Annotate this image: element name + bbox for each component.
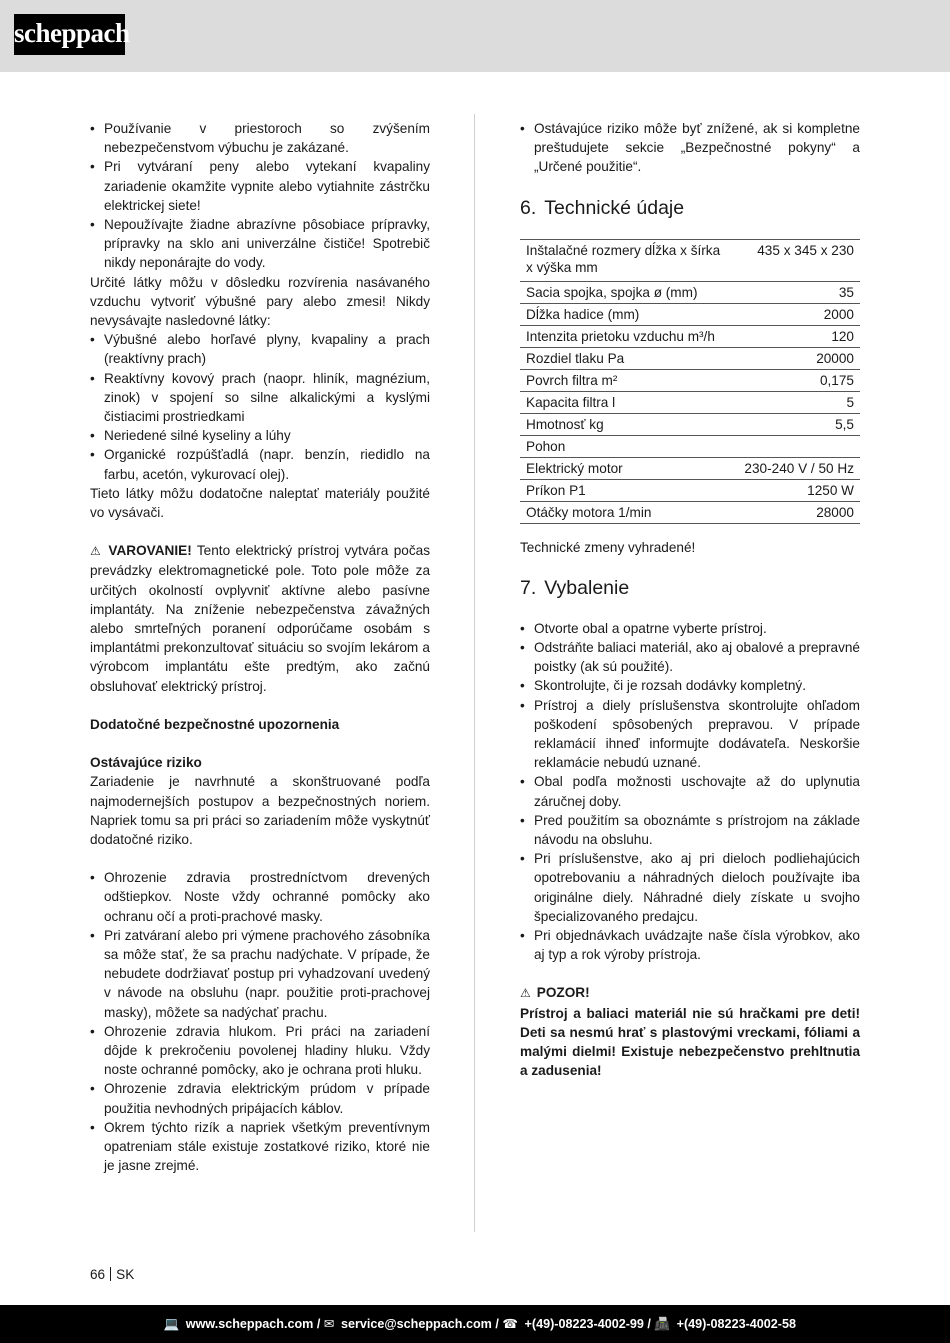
list-item: • Obal podľa možnosti uschovajte až do uplynutia záručnej doby. (520, 772, 860, 810)
list-item: • Ohrozenie zdravia hlukom. Pri práci na zariadení dôjde k prekročeniu povolenej hladiny hluku. Vždy noste ochranné pomôcky, ako je ochrana proti hluku. (90, 1022, 430, 1080)
spec-value: 5,5 (730, 413, 860, 435)
list-item: • Odstráňte baliaci materiál, ako aj obalové a prepravné poistky (ak sú použité). (520, 638, 860, 676)
section-heading: Dodatočné bezpečnostné upozornenia (90, 716, 340, 732)
spec-label: Intenzita prietoku vzduchu m³/h (520, 325, 730, 347)
right-column (520, 119, 860, 1080)
tech-note: Technické zmeny vyhradené! (520, 539, 696, 555)
spec-label: Príkon P1 (520, 479, 730, 501)
sub-heading: Ostávajúce riziko (90, 755, 202, 771)
list-item: • Prístroj a diely príslušenstva skontrolujte ohľadom poškodení spôsobených prepravou. V prípade reklamácií ihneď informujte dodávateľa. Neskoršie reklamácie nebudú uznané. (520, 696, 860, 773)
computer-icon: 💻 (163, 1317, 180, 1331)
warning-paragraph (90, 541, 430, 696)
section-title: Vybalenie (544, 576, 630, 599)
table-row (520, 391, 860, 413)
list-item: • Používanie v priestoroch so zvýšením nebezpečenstvom výbuchu je zakázané. (90, 119, 430, 157)
warning-icon: ⚠ (520, 986, 531, 1001)
paragraph: Zariadenie je navrhnuté a skonštruované podľa najmodernejších postupov a bezpečnostných noriem. Napriek tomu sa pri práci so zariadením môže vyskytnúť dodatočné riziko. (90, 774, 430, 847)
section-number: 6. (520, 196, 537, 219)
table-row (520, 413, 860, 435)
footer-website: www.scheppach.com (185, 1317, 314, 1331)
spec-label: Elektrický motor (520, 457, 730, 479)
caution-label: POZOR! (536, 985, 590, 1001)
spec-label: Pohon (520, 435, 730, 457)
table-row (520, 479, 860, 501)
left-column (90, 119, 430, 1175)
caution-text: Prístroj a baliaci materiál nie sú hračkami pre deti! Deti sa nesmú hrať s plastovými vreckami, fóliami a malými dielmi! Existuje nebezpečenstvo prehltnutia a zadusenia! (520, 1005, 860, 1079)
list-item: • Pri objednávkach uvádzajte naše čísla výrobkov, ako aj typ a rok výroby prístroja. (520, 926, 860, 964)
section-title: Technické údaje (544, 196, 685, 219)
table-row (520, 239, 860, 281)
spec-label: Rozdiel tlaku Pa (520, 347, 730, 369)
table-row (520, 325, 860, 347)
list-item: • Pred použitím sa oboznámte s prístrojom na základe návodu na obsluhu. (520, 811, 860, 849)
spec-value: 2000 (730, 303, 860, 325)
mail-icon: ✉ (323, 1317, 335, 1331)
spec-value: 28000 (730, 501, 860, 523)
spec-label: Sacia spojka, spojka ø (mm) (520, 281, 730, 303)
list-item: • Neriedené silné kyseliny a lúhy (90, 426, 430, 445)
page-footer: 💻 www.scheppach.com / ✉ service@scheppach.com / ☎ +(49)-08223-4002-99 / 📠 +(49)-08223-4002-58 (0, 1305, 950, 1343)
warning-label: VAROVANIE! (108, 543, 192, 559)
list-item: • Organické rozpúšťadlá (napr. benzín, riedidlo na farbu, acetón, vykurovací olej). (90, 445, 430, 483)
spec-label: Inštalačné rozmery dĺžka x šírka x výška mm (520, 239, 730, 281)
table-row (520, 369, 860, 391)
spec-value: 35 (730, 281, 860, 303)
fax-icon: 📠 (654, 1317, 671, 1331)
spec-value: 5 (730, 391, 860, 413)
page-number (90, 1265, 134, 1284)
table-row (520, 347, 860, 369)
list-item: • Skontrolujte, či je rozsah dodávky kompletný. (520, 676, 860, 695)
section-number: 7. (520, 576, 537, 599)
page-header (0, 0, 950, 72)
list-item: • Ohrozenie zdravia elektrickým prúdom v prípade použitia nevhodných pripájacích káblov. (90, 1079, 430, 1117)
bullet-list (520, 119, 860, 177)
table-row (520, 435, 860, 457)
brand-logo: scheppach (14, 14, 125, 55)
page-number-separator (110, 1267, 111, 1281)
spec-label: Povrch filtra m² (520, 369, 730, 391)
footer-phone: +(49)-08223-4002-99 (524, 1317, 644, 1331)
spec-value: 20000 (730, 347, 860, 369)
list-item: • Výbušné alebo horľavé plyny, kvapaliny a prach (reaktívny prach) (90, 330, 430, 368)
phone-icon: ☎ (502, 1317, 519, 1331)
table-row (520, 501, 860, 523)
list-item: • Reaktívny kovový prach (naopr. hliník, magnézium, zinok) v spojení so silne alkalickými a kyslými čistiacimi prostriedkami (90, 369, 430, 427)
paragraph: Určité látky môžu v dôsledku rozvírenia nasávaného vzduchu vytvoriť výbušné pary alebo zmesi! Nikdy nevysávajte nasledovné látky: (90, 274, 430, 329)
list-item: • Nepoužívajte žiadne abrazívne pôsobiace prípravky, prípravky na sklo ani univerzálne čističe! Spotrebič nikdy neponárajte do vody. (90, 215, 430, 273)
bullet-list (90, 868, 430, 1175)
section-heading-technical (520, 195, 860, 221)
table-row (520, 457, 860, 479)
spec-value: 230-240 V / 50 Hz (730, 457, 860, 479)
spec-value: 1250 W (730, 479, 860, 501)
list-item: • Pri vytváraní peny alebo vytekaní kvapaliny zariadenie okamžite vypnite alebo vytiahnite zástrčku elektrickej siete! (90, 157, 430, 215)
warning-text: Tento elektrický prístroj vytvára počas prevádzky elektromagnetické pole. Toto pole môže za určitých okolností ovplyvniť aktívne alebo pasívne implantáty. Na zníženie nebezpečenstva závažných alebo smrteľných poranení odporúčame osobám s implantátmi prekonzultovať situáciu so svojím lekárom a výrobcom implantátu ešte predtým, ako začnú obsluhovať elektrický prístroj. (90, 543, 430, 694)
page-number-value: 66 (90, 1267, 106, 1282)
table-row (520, 303, 860, 325)
spec-label: Dĺžka hadice (mm) (520, 303, 730, 325)
footer-fax: +(49)-08223-4002-58 (676, 1317, 796, 1331)
spec-label: Otáčky motora 1/min (520, 501, 730, 523)
list-item: • Pri zatváraní alebo pri výmene prachového zásobníka sa môže stať, že sa prachu nadýchate. V prípade, že nebudete dodržiavať postup pri vyhadzovaní uvedený v návode na obsluhu (napr. použitie proti-prachovej masky), môžete sa nadýchať prachu. (90, 926, 430, 1022)
caution-heading (520, 983, 860, 1003)
spec-value: 0,175 (730, 369, 860, 391)
spec-value (730, 435, 860, 457)
footer-email: service@scheppach.com (340, 1317, 492, 1331)
bullet-list (90, 330, 430, 484)
list-item: • Ostávajúce riziko môže byť znížené, ak si kompletne preštudujete sekcie „Bezpečnostné pokyny“ a „Určené použitie“. (520, 119, 860, 177)
list-item: • Ohrozenie zdravia prostredníctvom drevených odštiepkov. Noste vždy ochranné pomôcky ako ochranu očí a proti-prachové masky. (90, 868, 430, 926)
column-divider (474, 114, 475, 1232)
section-heading-unpacking (520, 575, 860, 601)
page-language: SK (116, 1267, 135, 1282)
spec-value: 120 (730, 325, 860, 347)
spec-table (520, 239, 860, 524)
table-row (520, 281, 860, 303)
spec-label: Hmotnosť kg (520, 413, 730, 435)
spec-value: 435 x 345 x 230 (730, 239, 860, 281)
list-item: • Okrem týchto rizík a napriek všetkým preventívnym opatreniam stále existuje zostatkové riziko, ktoré nie je jasne zrejmé. (90, 1118, 430, 1176)
list-item: • Pri príslušenstve, ako aj pri dieloch podliehajúcich opotrebovaniu a náhradných dieloch používajte iba originálne diely. Náhradné diely získate u svojho špecializovaného predajcu. (520, 849, 860, 926)
warning-icon: ⚠ (90, 544, 103, 559)
bullet-list (90, 119, 430, 273)
bullet-list (520, 619, 860, 965)
list-item: • Otvorte obal a opatrne vyberte prístroj. (520, 619, 860, 638)
spec-label: Kapacita filtra l (520, 391, 730, 413)
paragraph: Tieto látky môžu dodatočne naleptať materiály použité vo vysávači. (90, 485, 430, 521)
